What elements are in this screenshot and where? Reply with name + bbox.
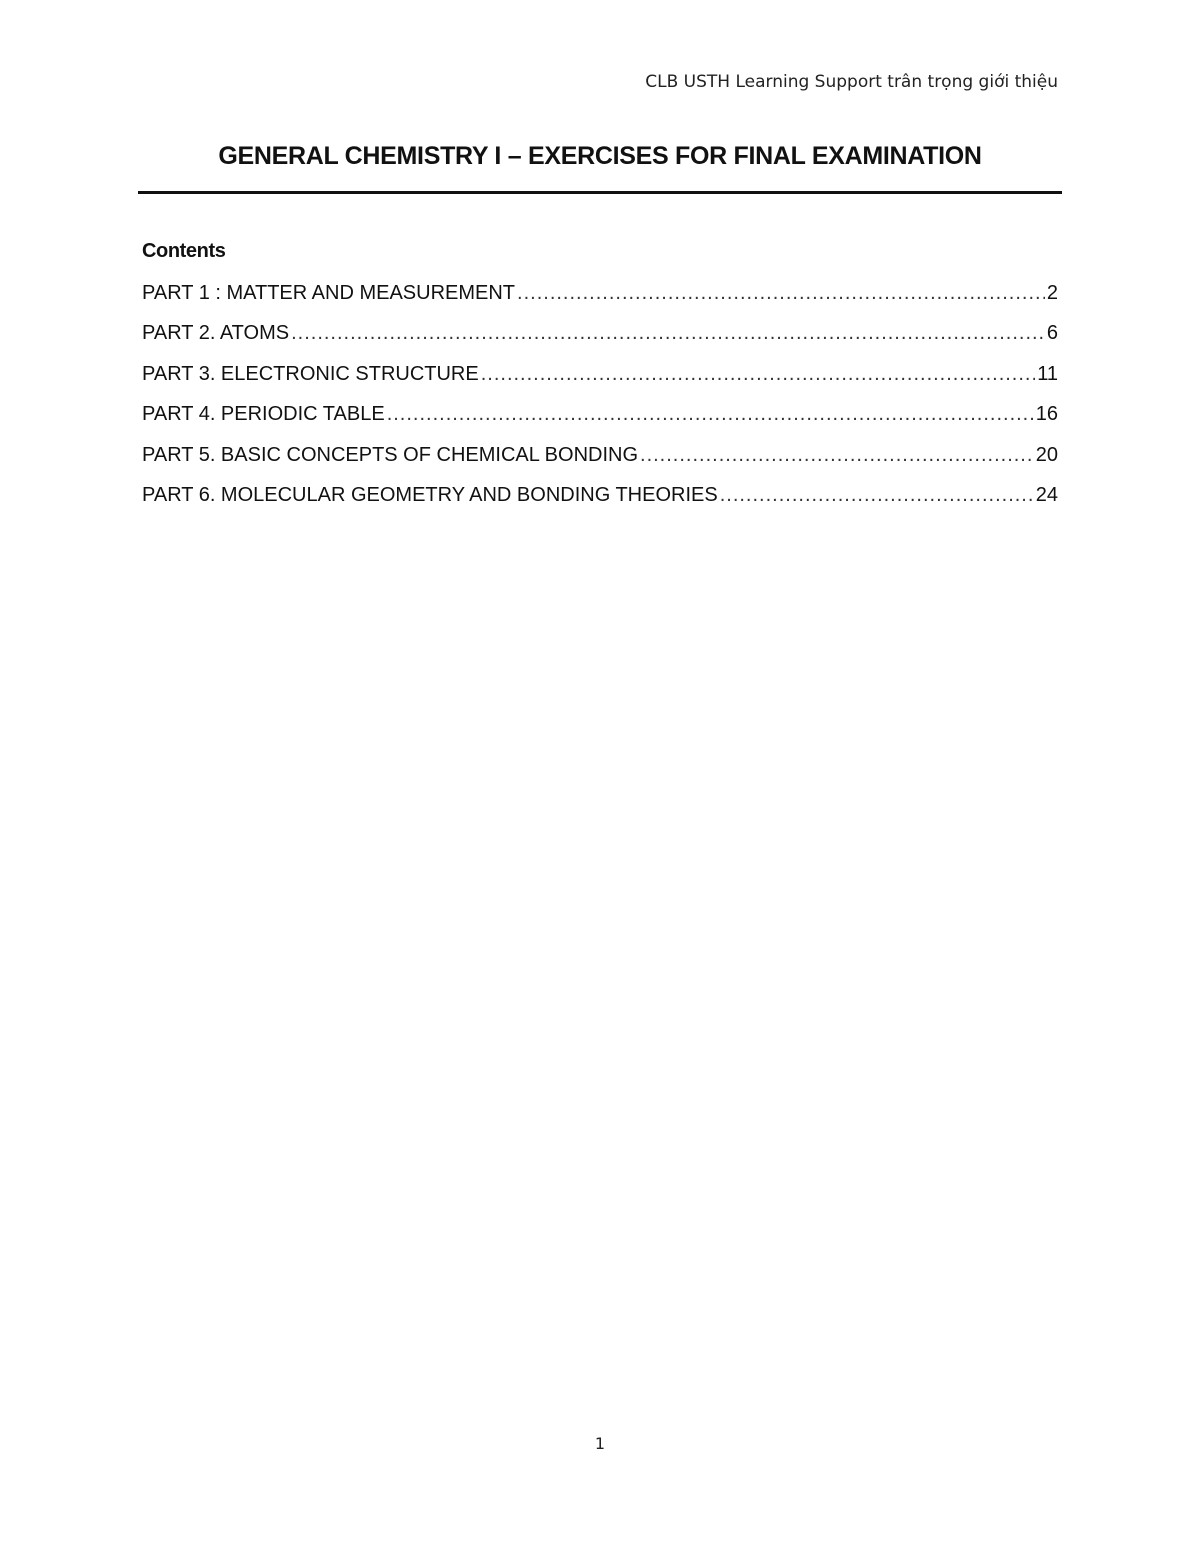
toc-dot-leader [387,403,1034,426]
toc-heading: Contents [142,240,226,262]
document-title: GENERAL CHEMISTRY I – EXERCISES FOR FINAL EXAMINATION [218,142,982,170]
toc-entry-part-3[interactable] [142,363,1058,403]
toc-entry-page: 16 [1035,403,1058,426]
page-number: 1 [594,1434,606,1453]
toc-entry-title: PART 6. MOLECULAR GEOMETRY AND BONDING THEORIES [142,483,718,506]
toc-entry-title: PART 1 : MATTER AND MEASUREMENT [142,282,516,304]
toc-entry-part-2[interactable] [142,322,1058,362]
toc-dot-leader [481,363,1036,386]
toc-entry-page: 20 [1035,443,1058,466]
toc-entry-part-1[interactable] [142,282,1058,322]
toc-dot-leader [517,282,1045,305]
toc-entry-title: PART 4. PERIODIC TABLE [142,403,385,426]
toc-entry-part-4[interactable] [142,403,1058,443]
toc-dot-leader [720,484,1034,507]
toc-entry-page: 2 [1046,282,1058,304]
table-of-contents [142,282,1058,524]
toc-dot-leader [291,322,1045,345]
toc-entry-part-5[interactable] [142,444,1058,484]
title-divider [138,191,1062,194]
toc-entry-page: 11 [1037,362,1058,385]
header-note: CLB USTH Learning Support trân trọng giới thiệu [645,72,1058,92]
toc-entry-title: PART 3. ELECTRONIC STRUCTURE [142,362,479,385]
toc-entry-part-6[interactable] [142,484,1058,524]
toc-entry-title: PART 5. BASIC CONCEPTS OF CHEMICAL BONDING [142,443,639,466]
toc-entry-page: 24 [1035,483,1058,506]
toc-entry-page: 6 [1046,322,1058,345]
toc-dot-leader [640,444,1034,467]
toc-entry-title: PART 2. ATOMS [142,322,290,345]
